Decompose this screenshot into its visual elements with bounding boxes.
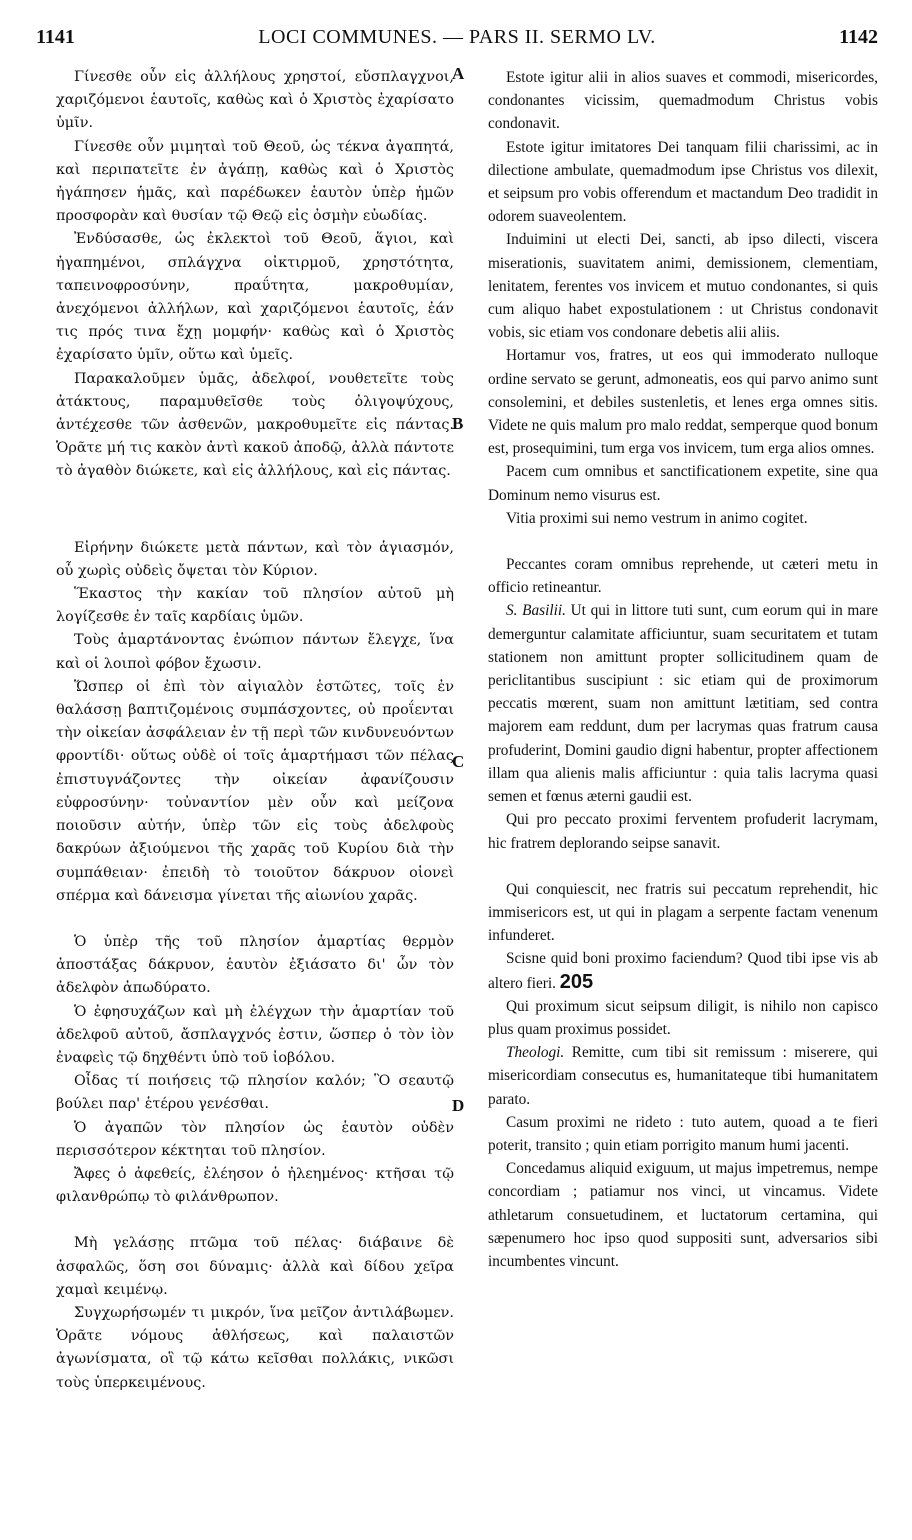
spacer [488, 855, 878, 878]
greek-paragraph: Ὥσπερ οἱ ἐπὶ τὸν αἰγιαλὸν ἑστῶτες, τοῖς ἐν θαλάσσῃ βαπτιζομένοις συμπάσχοντες, οὐ προΐενται τὴν οἰκείαν ἀσφάλειαν ἐν τῇ περὶ τῶν κινδυνευόντων φροντίδι· οὕτως οὐδὲ οἱ τοῖς ἁμαρτήμασι τῶν πέλας ἐπιστυγνάζοντες τὴν οἰκείαν ἀφανίζουσιν εὐφροσύνην· τοὐναντίον μὲν οὖν καὶ μείζονα ποιοῦσιν αὐτήν, ὑπὲρ τῶν εἰς τοὺς ἀδελφοὺς δακρύων ἀξιούμενοι τῆς χαρᾶς τοῦ Κυρίου διὰ τὴν συμπάθειαν· ἐπειδὴ τὸ τοιοῦτον δάκρυον οἱονεὶ σπέρμα καὶ δάνεισμα γίνεται τῆς αἰωνίου χαρᾶς. [56, 678, 454, 904]
latin-paragraph: Casum proximi ne rideto : tuto autem, quoad a te fieri poterit, transito ; quin etiam porrigito manum humi jacenti. [488, 1113, 878, 1154]
spacer [56, 1209, 454, 1232]
latin-paragraph: Pacem cum omnibus et sanctificationem expetite, sine qua Dominum nemo visurus est. [488, 463, 878, 504]
greek-paragraph: Γίνεσθε οὖν εἰς ἀλλήλους χρηστοί, εὔσπλαγχνοι, χαριζόμενοι ἑαυτοῖς, καθὼς καὶ ὁ Χριστὸς ἐχαρίσατο ὑμῖν. [56, 69, 454, 132]
greek-paragraph: Ἄφες ὁ ἀφεθείς, ἐλέησον ὁ ἠλεημένος· κτῆσαι τῷ φιλανθρώπῳ τὸ φιλάνθρωπον. [56, 1165, 454, 1206]
greek-paragraph: Τοὺς ἁμαρτάνοντας ἐνώπιον πάντων ἔλεγχε, ἵνα καὶ οἱ λοιποὶ φόβον ἔχωσιν. [56, 632, 454, 672]
paragraph-text: Ut qui in littore tuti sunt, cum eorum qui in mare demerguntur calamitate afficiuntur, suam securitatem et tutam stationem non amittunt propter sollicitudinem quam de periclitantibus suscipiunt : sic etiam qui de proximorum peccatis mœrent, suam non amittunt lætitiam, sed contra majorem eam reddunt, dum per lacrymas quas fratrum causa profuderint, Domini gaudio digni habentur, propter affectionem illam qua alienis malis afficiuntur : quia talis lacryma quasi semen et fœnus æterni gaudii est. [488, 602, 878, 806]
page-header [36, 26, 878, 56]
section-marker-a: A [452, 64, 465, 83]
greek-column [56, 66, 454, 1395]
running-title: LOCI COMMUNES. — PARS II. SERMO LV. [258, 26, 656, 48]
source-label: S. Basilii. [506, 602, 566, 620]
greek-paragraph: Ὁ ἐφησυχάζων καὶ μὴ ἐλέγχων τὴν ἁμαρτίαν τοῦ ἀδελφοῦ αὐτοῦ, ἄσπλαγχνός ἐστιν, ὥσπερ ὁ τὸν ἰὸν ἐναφεὶς τῷ δηχθέντι ὑπὸ τοῦ ἰοβόλου. [56, 1003, 454, 1066]
greek-paragraph: Εἰρήνην διώκετε μετὰ πάντων, καὶ τὸν ἁγιασμόν, οὗ χωρὶς οὐδεὶς ὄψεται τὸν Κύριον. [56, 539, 454, 579]
latin-paragraph [488, 947, 878, 994]
source-label: Theologi. [506, 1044, 565, 1062]
spacer [488, 530, 878, 553]
greek-paragraph: Μὴ γελάσῃς πτῶμα τοῦ πέλας· διάβαινε δὲ ἀσφαλῶς, ὅση σοι δύναμις· ἀλλὰ καὶ δίδου χεῖρα χαμαὶ κειμένῳ. [56, 1235, 454, 1298]
latin-paragraph: Estote igitur alii in alios suaves et commodi, misericordes, condonantes vicissim, quemadmodum Christus vobis condonavit. [488, 69, 878, 133]
left-page-number: 1141 [36, 26, 75, 48]
latin-paragraph: Qui pro peccato proximi ferventem profuderit lacrymam, hic fratrem deplorando seipse sanavit. [488, 811, 878, 852]
latin-paragraph: Vitia proximi sui nemo vestrum in animo cogitet. [506, 509, 808, 527]
section-marker-c: C [452, 752, 465, 771]
column-number: 205 [559, 970, 594, 993]
latin-paragraph: Peccantes coram omnibus reprehende, ut cæteri metu in officio retineantur. [488, 556, 878, 597]
spacer [56, 514, 454, 537]
paragraph-text: Remitte, cum tibi sit remissum : miserere, qui misericordiam consecutus es, humanitateque tibi humanitatem parato. [488, 1044, 878, 1108]
latin-paragraph: Qui conquiescit, nec fratris sui peccatum reprehendit, hic immisericors est, ut qui in plagam a serpente factam venenum infunderet. [488, 880, 878, 945]
greek-paragraph: Ἐνδύσασθε, ὡς ἐκλεκτοὶ τοῦ Θεοῦ, ἅγιοι, καὶ ἠγαπημένοι, σπλάγχνα οἰκτιρμοῦ, χρηστότητα, ταπεινοφροσύνην, πραΰτητα, μακροθυμίαν, ἀνεχόμενοι ἀλλήλων, καὶ χαριζόμενοι ἑαυτοῖς, ἐάν τις πρός τινα ἔχῃ μομφήν· καθὼς καὶ ὁ Χριστὸς ἐχαρίσατο ὑμῖν, οὕτω καὶ ὑμεῖς. [56, 231, 454, 364]
spacer [56, 908, 454, 931]
section-marker-b: B [452, 414, 464, 433]
latin-paragraph: Qui proximum sicut seipsum diligit, is nihilo non capisco plus quam proximus possidet. [488, 997, 878, 1038]
latin-paragraph: Estote igitur imitatores Dei tanquam filii charissimi, ac in dilectione ambulate, quemadmodum ipse Christus vos dilexit, et seipsum pro vobis offerendum et mactandum Deo tradidit in odorem suaveolentem. [488, 138, 878, 226]
greek-paragraph: Ἕκαστος τὴν κακίαν τοῦ πλησίον αὐτοῦ μὴ λογίζεσθε ἐν ταῖς καρδίαις ὑμῶν. [56, 586, 454, 626]
greek-paragraph: Οἶδας τί ποιήσεις τῷ πλησίον καλόν; Ὃ σεαυτῷ βούλει παρ' ἑτέρου γενέσθαι. [56, 1073, 454, 1113]
latin-paragraph [488, 599, 878, 808]
paragraph-text: Scisne quid boni proximo faciendum? Quod tibi ipse vis ab altero fieri. [488, 950, 878, 992]
latin-paragraph: Hortamur vos, fratres, ut eos qui immoderato nulloque ordine servato se gerunt, admoneatis, eos qui parvo animo sunt consolemini, et debiles sustenletis, et lenes erga omnes sitis. Videte ne quis malum pro malo reddat, semperque quod bonum est, prosequimini, tum erga vos invicem, tum erga alios omnes. [488, 347, 878, 458]
latin-paragraph: Induimini ut electi Dei, sancti, ab ipso dilecti, viscera miserationis, suavitatem animi, demissionem, clementiam, lenitatem, ferentes vos invicem et mutuo condonantes, si quis cum aliquo habet expostulationem : ut Christus condonavit vobis, sic etiam vos condonare debetis alii aliis. [488, 231, 878, 342]
greek-paragraph: Ὁ ἀγαπῶν τὸν πλησίον ὡς ἑαυτὸν οὐδὲν περισσότερον κέκτηται τοῦ πλησίον. [56, 1119, 454, 1159]
greek-paragraph: Ὁ ὑπὲρ τῆς τοῦ πλησίον ἁμαρτίας θερμὸν ἀποστάξας δάκρυον, ἑαυτὸν ἐξιάσατο δι' ὧν τὸν ἀδελφὸν ἀπωδύρατο. [56, 933, 454, 997]
latin-column [488, 66, 878, 1273]
latin-paragraph [488, 1041, 878, 1111]
greek-paragraph: Παρακαλοῦμεν ὑμᾶς, ἀδελφοί, νουθετεῖτε τοὺς ἀτάκτους, παραμυθεῖσθε τοὺς ὀλιγοψύχους, ἀντέχεσθε τῶν ἀσθενῶν, μακροθυμεῖτε εἰς πάντας. Ὁρᾶτε μή τις κακὸν ἀντὶ κακοῦ ἀποδῷ, ἀλλὰ πάντοτε τὸ ἀγαθὸν διώκετε, καὶ εἰς ἀλλήλους, καὶ εἰς πάντας. [56, 370, 454, 480]
right-page-number: 1142 [839, 26, 878, 48]
greek-paragraph: Γίνεσθε οὖν μιμηταὶ τοῦ Θεοῦ, ὡς τέκνα ἀγαπητά, καὶ περιπατεῖτε ἐν ἀγάπῃ, καθὼς καὶ ὁ Χριστὸς ἠγάπησεν ἡμᾶς, καὶ παρέδωκεν ἑαυτὸν ὑπὲρ ἡμῶν προσφορὰν καὶ θυσίαν τῷ Θεῷ εἰς ὀσμὴν εὐωδίας. [56, 138, 454, 225]
latin-paragraph: Concedamus aliquid exiguum, ut majus impetremus, nempe concordiam ; patiamur nos vinci, ut vincamus. Videte athletarum consuetudinem, et luctatorum certamina, qui sæpenumero hoc ipso quod suppositi sunt, adversarios sibi incumbentes vincunt. [488, 1160, 878, 1270]
section-marker-d: D [452, 1096, 465, 1115]
spacer [56, 484, 454, 514]
greek-paragraph: Συγχωρήσωμέν τι μικρόν, ἵνα μεῖζον ἀντιλάβωμεν. Ὁρᾶτε νόμους ἀθλήσεως, καὶ παλαιστῶν ἀγωνίσματα, οἳ τῷ κάτω κεῖσθαι πολλάκις, νικῶσι τοὺς ὑπερκειμένους. [56, 1304, 454, 1391]
